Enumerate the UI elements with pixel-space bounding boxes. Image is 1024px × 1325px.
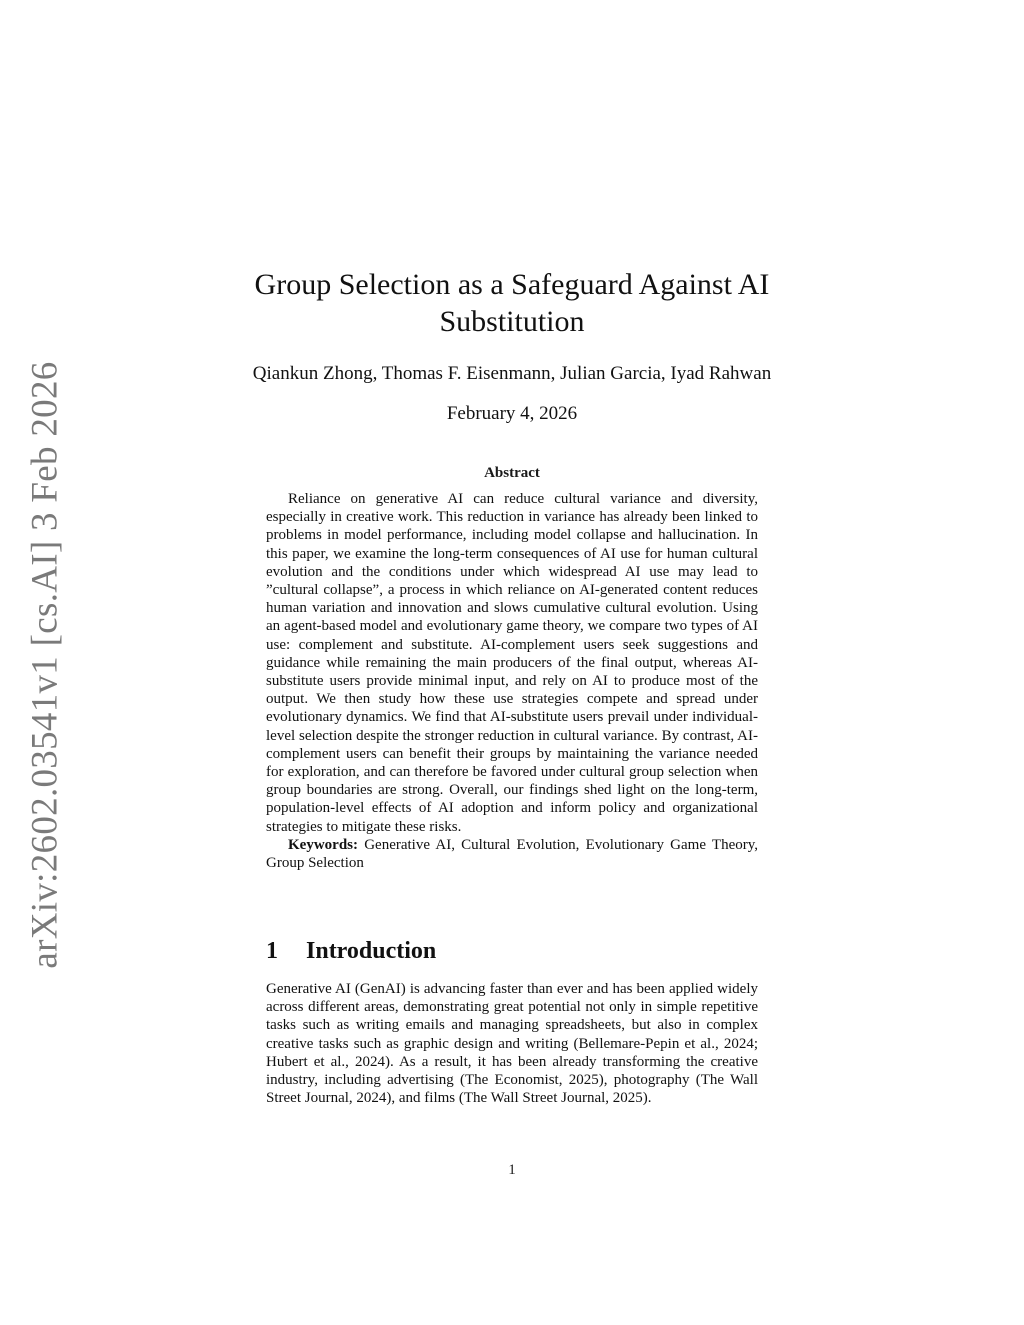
paper-date: February 4, 2026 [446,403,578,424]
paper-title [0,266,1024,340]
page-number: 1 [508,1162,516,1178]
paper-authors: Qiankun Zhong, Thomas F. Eisenmann, Julian Garcia, Iyad Rahwan [252,363,772,384]
section-number: 1 [266,938,278,964]
abstract-heading: Abstract [484,465,540,481]
introduction-paragraph: Generative AI (GenAI) is advancing faster than ever and has been applied widely across different areas, demonstrating great potential not only in simple repetitive tasks such as writing emails and managing spreadsheets, but also in complex creative tasks such as graphic design and writing (Bellemare-Pepin et al., 2024; Hubert et al., 2024). As a result, it has been already transforming the creative industry, including advertising (The Economist, 2025), photography (The Wall Street Journal, 2024), and films (The Wall Street Journal, 2025). [266,981,758,1107]
introduction-body [266,980,758,1107]
paper-title-line-2: Substitution [439,305,585,338]
keywords-list: Generative AI, Cultural Evolution, Evolutionary Game Theory, Group Selection [266,836,758,872]
section-heading-introduction [266,938,436,965]
keywords-label: Keywords: [288,836,358,853]
abstract-section [266,490,758,872]
section-title: Introduction [306,938,437,964]
paper-title-line-1: Group Selection as a Safeguard Against AI [254,268,770,301]
arxiv-identifier-stamp[interactable]: arXiv:2602.03541v1 [cs.AI] 3 Feb 2026 [24,361,66,969]
abstract-text: Reliance on generative AI can reduce cultural variance and diversity, especially in creative work. This reduction in variance has already been linked to problems in model performance, including model collapse and hallucination. In this paper, we examine the long-term consequences of AI use for human cultural evolution and the conditions under which widespread AI use may lead to ”cultural collapse”, a process in which reliance on AI-generated content reduces human variation and innovation and slows cumulative cultural evolution. Using an agent-based model and evolutionary game theory, we compare two types of AI use: complement and substitute. AI-complement users seek suggestions and guidance while remaining the main producers of the final output, whereas AI-substitute users provide minimal input, and rely on AI to produce most of the output. We then study how these use strategies compete and spread under evolutionary dynamics. We find that AI-substitute users prevail under individual-level selection despite the stronger reduction in cultural variance. By contrast, AI-complement users can benefit their groups by maintaining the variance needed for exploration, and can therefore be favored under cultural group selection when group boundaries are strong. Overall, our findings shed light on the long-term, population-level effects of AI adoption and inform policy and organizational strategies to mitigate these risks. [266,491,758,835]
keywords-line [266,836,758,872]
